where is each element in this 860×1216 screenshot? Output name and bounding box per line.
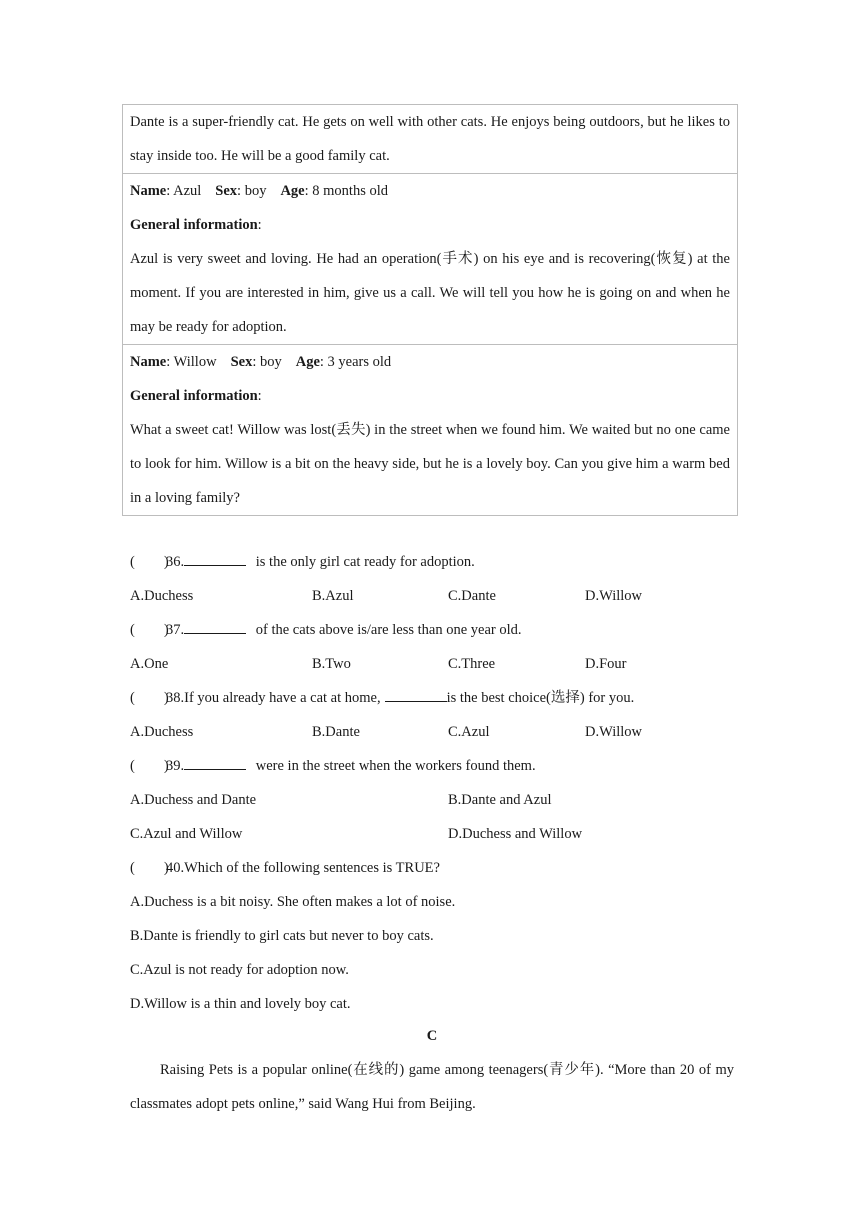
question-text: were in the street when the workers found them. xyxy=(252,758,536,774)
option-d[interactable]: D.Willow xyxy=(585,588,643,604)
general-info-colon: : xyxy=(257,217,262,233)
option-a[interactable]: A.Duchess and Dante xyxy=(130,792,257,808)
option-d[interactable]: D.Willow xyxy=(585,724,643,740)
sex-label: Sex xyxy=(230,354,253,370)
option-c[interactable]: C.Azul is not ready for adoption now. xyxy=(130,962,349,978)
option-b[interactable]: B.Dante and Azul xyxy=(448,792,552,808)
sex-label: Sex xyxy=(215,183,238,199)
azul-sex: : boy xyxy=(237,183,267,199)
option-c[interactable]: C.Three xyxy=(448,656,496,672)
question-number: 36. xyxy=(166,554,185,570)
name-label: Name xyxy=(130,354,167,370)
option-d[interactable]: D.Duchess and Willow xyxy=(448,826,583,842)
option-d[interactable]: D.Four xyxy=(585,656,627,672)
cat-cell-willow xyxy=(123,345,738,516)
option-b[interactable]: B.Azul xyxy=(312,588,354,604)
option-c[interactable]: C.Azul xyxy=(448,724,490,740)
question-39 xyxy=(130,749,734,783)
answer-bracket[interactable]: ( ) xyxy=(130,554,169,570)
options-36 xyxy=(130,579,734,613)
cat-row-willow xyxy=(123,345,738,516)
question-text-start: 38.If you already have a cat at home, xyxy=(166,690,381,706)
question-number: 37. xyxy=(166,622,185,638)
passage-c xyxy=(130,1053,734,1121)
azul-header xyxy=(130,174,730,208)
question-37 xyxy=(130,613,734,647)
answer-bracket[interactable]: ( ) xyxy=(130,758,169,774)
options-37 xyxy=(130,647,734,681)
question-40 xyxy=(130,851,734,885)
option-a[interactable]: A.Duchess xyxy=(130,588,194,604)
option-a[interactable]: A.One xyxy=(130,656,169,672)
azul-name: : Azul xyxy=(166,183,202,199)
willow-age: : 3 years old xyxy=(319,354,392,370)
azul-age: : 8 months old xyxy=(304,183,389,199)
option-b[interactable]: B.Dante is friendly to girl cats but never to boy cats. xyxy=(130,928,434,944)
dante-info: Dante is a super-friendly cat. He gets on well with other cats. He enjoys being outdoors, but he likes to stay inside too. He will be a good family cat. xyxy=(130,114,730,164)
question-text-end: is the best choice(选择) for you. xyxy=(446,690,635,706)
azul-info: Azul is very sweet and loving. He had an operation(手术) on his eye and is recovering(恢复) at the moment. If you are interested in him, give us a call. We will tell you how he is going on and when he may be ready for adoption. xyxy=(130,251,730,335)
options-38 xyxy=(130,715,734,749)
option-d[interactable]: D.Willow is a thin and lovely boy cat. xyxy=(130,996,351,1012)
options-39-row2 xyxy=(130,817,734,851)
options-39-row1 xyxy=(130,783,734,817)
option-c[interactable]: C.Dante xyxy=(448,588,496,604)
option-a[interactable]: A.Duchess xyxy=(130,724,194,740)
answer-bracket[interactable]: ( ) xyxy=(130,622,169,638)
cat-cell-azul xyxy=(123,174,738,345)
name-label: Name xyxy=(130,183,167,199)
cat-cell-dante xyxy=(123,105,738,174)
general-info-label: General information xyxy=(130,217,258,233)
question-list xyxy=(130,545,734,1021)
age-label: Age xyxy=(295,354,320,370)
cat-row-azul xyxy=(123,174,738,345)
option-b[interactable]: B.Dante xyxy=(312,724,360,740)
fill-blank[interactable] xyxy=(184,755,246,770)
question-text: 40.Which of the following sentences is TRUE? xyxy=(166,860,440,876)
question-text: of the cats above is/are less than one year old. xyxy=(252,622,522,638)
question-36 xyxy=(130,545,734,579)
general-info-label: General information xyxy=(130,388,258,404)
age-label: Age xyxy=(280,183,305,199)
fill-blank[interactable] xyxy=(385,687,447,702)
general-info-colon: : xyxy=(257,388,262,404)
question-38 xyxy=(130,681,734,715)
cat-row-dante xyxy=(123,105,738,174)
answer-bracket[interactable]: ( ) xyxy=(130,860,169,876)
option-c[interactable]: C.Azul and Willow xyxy=(130,826,243,842)
question-text: is the only girl cat ready for adoption. xyxy=(252,554,475,570)
azul-general-info-heading xyxy=(130,208,730,242)
willow-info: What a sweet cat! Willow was lost(丢失) in the street when we found him. We waited but no one came to look for him. Willow is a bit on the heavy side, but he is a lovely boy. Can you give him a warm bed in a loving family? xyxy=(130,422,730,506)
answer-bracket[interactable]: ( ) xyxy=(130,690,169,706)
option-b[interactable]: B.Two xyxy=(312,656,351,672)
willow-header xyxy=(130,345,730,379)
willow-name: : Willow xyxy=(166,354,217,370)
willow-general-info-heading xyxy=(130,379,730,413)
option-a[interactable]: A.Duchess is a bit noisy. She often makes a lot of noise. xyxy=(130,894,456,910)
fill-blank[interactable] xyxy=(184,551,246,566)
passage-paragraph: Raising Pets is a popular online(在线的) game among teenagers(青少年). “More than 20 of my classmates adopt pets online,” said Wang Hui from Beijing. xyxy=(130,1062,734,1112)
willow-sex: : boy xyxy=(252,354,282,370)
fill-blank[interactable] xyxy=(184,619,246,634)
section-heading-c: C xyxy=(426,1028,438,1044)
cat-profiles-table xyxy=(122,104,738,516)
question-number: 39. xyxy=(166,758,185,774)
